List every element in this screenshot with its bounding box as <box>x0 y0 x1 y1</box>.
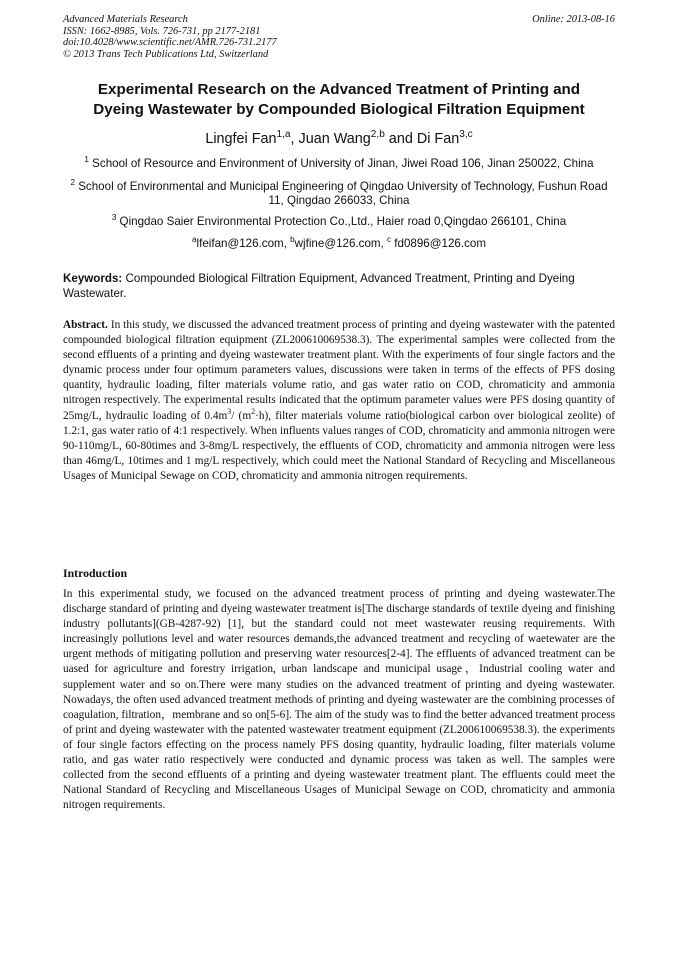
title-line-2: Dyeing Wastewater by Compounded Biological Filtration Equipment <box>93 101 585 118</box>
affiliation-number: 1 <box>84 155 89 165</box>
keywords-label: Keywords: <box>63 272 123 285</box>
email-link[interactable]: wjfine@126.com, <box>294 237 387 250</box>
doi-line: doi:10.4028/www.scientific.net/AMR.726-731.2177 <box>63 37 277 49</box>
keywords-text: Compounded Biological Filtration Equipment, Advanced Treatment, Printing and Dyeing Wastewater. <box>63 272 575 300</box>
author-superscript: 2,b <box>370 129 385 141</box>
affiliation-text: Qingdao Saier Environmental Protection Co.,Ltd., Haier road 0,Qingdao 266101, China <box>116 215 567 228</box>
copyright-line: © 2013 Trans Tech Publications Ltd, Switzerland <box>63 48 269 60</box>
email-superscript: a <box>192 235 197 245</box>
author-list <box>63 130 615 148</box>
journal-name: Advanced Materials Research <box>63 14 188 25</box>
title-line-1: Experimental Research on the Advanced Treatment of Printing and <box>97 81 581 98</box>
affiliation-3 <box>63 215 615 229</box>
affiliation-number: 3 <box>111 213 117 223</box>
author-separator: and <box>384 131 417 147</box>
affiliation-2 <box>63 180 615 208</box>
email-link[interactable]: lfeifan@126.com, <box>196 237 291 250</box>
abstract-text: / (m <box>231 409 252 422</box>
abstract-superscript: 2 <box>251 406 256 416</box>
author-superscript: 3,c <box>459 129 473 141</box>
author-superscript: 1,a <box>276 129 291 141</box>
affiliation-number: 2 <box>70 178 75 188</box>
online-date: Online: 2013-08-16 <box>532 14 615 25</box>
issn-line: ISSN: 1662-8985, Vols. 726-731, pp 2177-2181 <box>63 25 261 37</box>
abstract-text: In this study, we discussed the advanced treatment process of printing and dyeing wastewater with the patented compounded biological filtration equipment (ZL200610069538.3). The experimental samples were collected from the second effluents of a printing and dyeing wastewater treatment plant. With the experiments of four single factors and the dynamic process under four optimum parameters values, discussions were taken in terms of the effects of PFS dosing quantity, hydraulic loading, filter materials volume ratio, and gas water ratio on COD, chromaticity and ammonia nitrogen respectively. The experimental results indicated that the optimum parameter values were PFS dosing quantity of 25mg/L, hydraulic loading of 0.4m <box>63 319 615 422</box>
abstract-label: Abstract. <box>63 319 108 331</box>
author-emails <box>63 237 615 251</box>
abstract-superscript: 3 <box>227 406 232 416</box>
introduction-body: In this experimental study, we focused on the advanced treatment process of printing and dyeing wastewater.The discharge standard of printing and dyeing wastewater treatment is[The discharge standards of textile dyeing and finishing industry pollutants](GB-4287-92) [1], but the standard could not meet wastewater reusing requirements. With increasingly pollutions level and water resources demands,the advanced treatment and recycling of waetewater are the urgent methods of mitigating pollution and preserving water resources[2-4]. The effluents of advanced treatment can be uased for agriculture and forestry irrigation, urban landscape and municipal usage，Industrial cooling water and supplement water and so on.There were many studies on the advanced treatment of printing and dyeing wastewater. Nowadays, the often used advanced treatment methods of printing and dyeing wastewater are the combining processes of coagulation, filtration，membrane and so on[5-6]. The aim of the study was to find the better advanced treatment process of print and dyeing wastewater with the patented wastewater treatment equipment (ZL200610069538.3). the experiments of four single factors effecting on the process namely PFS dosing quantity, hydraulic loading, filter materials volume ratio, and gas water ratio respectively were conducted and dynamic process was taken as well. The samples were collected from the second effluents of a printing and dyeing wastewater treatment plant. The effluents could meet the National Standard of Recycling and Miscellaneous Usages of Municipal Sewage on COD, chromaticity and ammonia nitrogen requirements. <box>63 588 615 812</box>
introduction-heading: Introduction <box>63 566 128 580</box>
affiliation-text: School of Environmental and Municipal Engineering of Qingdao University of Technology, Fushun Road 11, Qingdao 266033, China <box>74 180 608 207</box>
author-separator: , <box>290 131 299 147</box>
affiliation-text: School of Resource and Environment of University of Jinan, Jiwei Road 106, Jinan 250022, China <box>88 157 594 170</box>
author-name: Lingfei Fan <box>205 131 277 147</box>
email-superscript: c <box>387 235 392 245</box>
keywords-section <box>63 271 615 301</box>
author-name: Juan Wang <box>298 131 371 147</box>
email-superscript: b <box>290 235 295 245</box>
author-name: Di Fan <box>416 131 460 147</box>
email-link[interactable]: fd0896@126.com <box>391 237 486 250</box>
affiliation-1 <box>63 157 615 171</box>
abstract-section <box>63 318 615 484</box>
abstract-text: ·h), filter materials volume ratio(biological carbon over biological zeolite) of 1.2:1, gas water ratio of 4:1 respectively. When influents values ranges of COD, chromaticity and ammonia nitrogen were 90-110mg/L, 60-80times and 3-8mg/L respectively, the effluents of COD, chromaticity and ammonia nitrogen were less than 46mg/L, 10times and 1 mg/L respectively, which could meet the National Standard of Recycling and Miscellaneous Usages of Municipal Sewage on COD, chromaticity and ammonia nitrogen requirements. <box>63 409 615 482</box>
paper-title <box>63 80 615 120</box>
journal-header <box>63 14 277 60</box>
